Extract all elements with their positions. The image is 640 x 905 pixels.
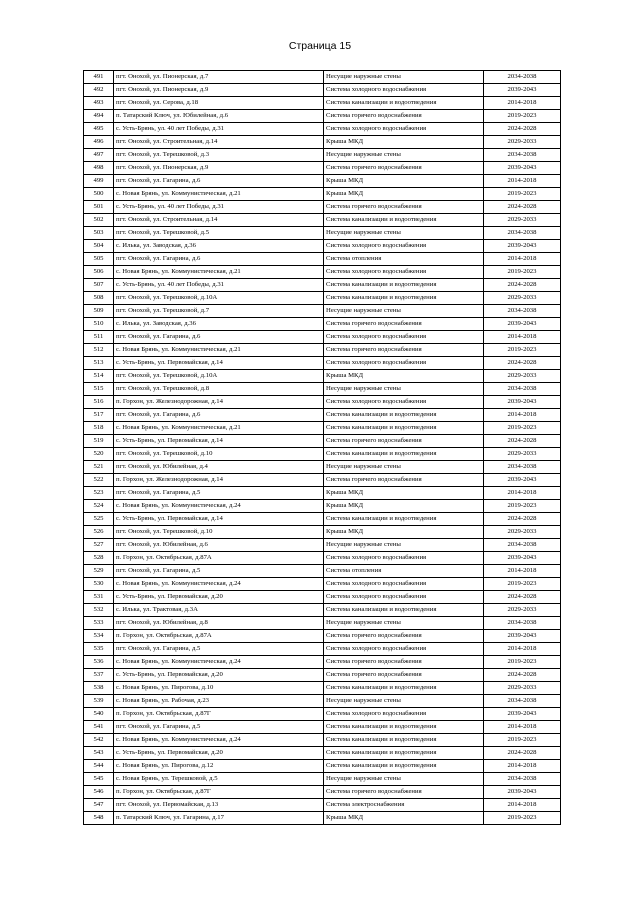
row-number: 539 bbox=[84, 695, 114, 708]
address-cell: пгт. Онохой, ул. Гагарина, д.5 bbox=[114, 643, 324, 656]
row-number: 502 bbox=[84, 214, 114, 227]
table-row bbox=[84, 591, 561, 604]
table-row bbox=[84, 513, 561, 526]
period-cell: 2024-2028 bbox=[484, 201, 561, 214]
work-type-cell: Система канализации и водоотведения bbox=[324, 513, 484, 526]
work-type-cell: Несущие наружные стены bbox=[324, 227, 484, 240]
period-cell: 2029-2033 bbox=[484, 682, 561, 695]
row-number: 503 bbox=[84, 227, 114, 240]
work-type-cell: Система канализации и водоотведения bbox=[324, 279, 484, 292]
period-cell: 2024-2028 bbox=[484, 591, 561, 604]
address-cell: пгт. Онохой, ул. Гагарина, д.5 bbox=[114, 721, 324, 734]
address-cell: с. Новая Брянь, ул. Коммунистическая, д.24 bbox=[114, 656, 324, 669]
table-row bbox=[84, 279, 561, 292]
table-row bbox=[84, 136, 561, 149]
period-cell: 2019-2023 bbox=[484, 188, 561, 201]
work-type-cell: Система холодного водоснабжения bbox=[324, 396, 484, 409]
table-row bbox=[84, 760, 561, 773]
period-cell: 2039-2043 bbox=[484, 162, 561, 175]
row-number: 505 bbox=[84, 253, 114, 266]
table-row bbox=[84, 71, 561, 84]
row-number: 537 bbox=[84, 669, 114, 682]
period-cell: 2029-2033 bbox=[484, 448, 561, 461]
work-type-cell: Несущие наружные стены bbox=[324, 617, 484, 630]
work-type-cell: Система холодного водоснабжения bbox=[324, 123, 484, 136]
table-row bbox=[84, 539, 561, 552]
work-type-cell: Система канализации и водоотведения bbox=[324, 214, 484, 227]
work-type-cell: Система горячего водоснабжения bbox=[324, 435, 484, 448]
address-cell: пгт. Онохой, ул. Гагарина, д.5 bbox=[114, 487, 324, 500]
period-cell: 2024-2028 bbox=[484, 279, 561, 292]
address-cell: пгт. Онохой, ул. Строительная, д.14 bbox=[114, 136, 324, 149]
row-number: 543 bbox=[84, 747, 114, 760]
period-cell: 2034-2038 bbox=[484, 227, 561, 240]
work-type-cell: Система горячего водоснабжения bbox=[324, 656, 484, 669]
period-cell: 2014-2018 bbox=[484, 331, 561, 344]
period-cell: 2024-2028 bbox=[484, 357, 561, 370]
repair-schedule-table bbox=[83, 70, 561, 825]
work-type-cell: Система канализации и водоотведения bbox=[324, 409, 484, 422]
work-type-cell: Система канализации и водоотведения bbox=[324, 734, 484, 747]
period-cell: 2014-2018 bbox=[484, 760, 561, 773]
period-cell: 2039-2043 bbox=[484, 318, 561, 331]
row-number: 513 bbox=[84, 357, 114, 370]
row-number: 500 bbox=[84, 188, 114, 201]
work-type-cell: Система горячего водоснабжения bbox=[324, 201, 484, 214]
period-cell: 2029-2033 bbox=[484, 526, 561, 539]
address-cell: пгт. Онохой, ул. Пионерская, д.9 bbox=[114, 84, 324, 97]
work-type-cell: Система холодного водоснабжения bbox=[324, 357, 484, 370]
table-row bbox=[84, 383, 561, 396]
table-row bbox=[84, 305, 561, 318]
address-cell: пгт. Онохой, ул. Терешковой, д.10 bbox=[114, 526, 324, 539]
table-row bbox=[84, 370, 561, 383]
table-row bbox=[84, 448, 561, 461]
work-type-cell: Несущие наружные стены bbox=[324, 773, 484, 786]
work-type-cell: Система отопления bbox=[324, 565, 484, 578]
row-number: 504 bbox=[84, 240, 114, 253]
address-cell: с. Усть-Брянь, ул. Первомайская, д.14 bbox=[114, 513, 324, 526]
table-row bbox=[84, 630, 561, 643]
row-number: 520 bbox=[84, 448, 114, 461]
table-row bbox=[84, 227, 561, 240]
period-cell: 2039-2043 bbox=[484, 474, 561, 487]
table-row bbox=[84, 409, 561, 422]
row-number: 535 bbox=[84, 643, 114, 656]
row-number: 521 bbox=[84, 461, 114, 474]
table-row bbox=[84, 97, 561, 110]
work-type-cell: Крыша МКД bbox=[324, 370, 484, 383]
address-cell: с. Новая Брянь, ул. Коммунистическая, д.24 bbox=[114, 500, 324, 513]
address-cell: пгт. Онохой, ул. Терешковой, д.10 bbox=[114, 448, 324, 461]
table-row bbox=[84, 799, 561, 812]
address-cell: пгт. Онохой, ул. Терешковой, д.5 bbox=[114, 227, 324, 240]
period-cell: 2034-2038 bbox=[484, 617, 561, 630]
period-cell: 2034-2038 bbox=[484, 383, 561, 396]
row-number: 517 bbox=[84, 409, 114, 422]
address-cell: пгт. Онохой, ул. Терешковой, д.7 bbox=[114, 305, 324, 318]
work-type-cell: Крыша МКД bbox=[324, 526, 484, 539]
address-cell: пгт. Онохой, ул. Первомайская, д.13 bbox=[114, 799, 324, 812]
period-cell: 2014-2018 bbox=[484, 175, 561, 188]
address-cell: пгт. Онохой, ул. Пионерская, д.9 bbox=[114, 162, 324, 175]
row-number: 501 bbox=[84, 201, 114, 214]
table-row bbox=[84, 266, 561, 279]
row-number: 528 bbox=[84, 552, 114, 565]
table-row bbox=[84, 747, 561, 760]
period-cell: 2034-2038 bbox=[484, 539, 561, 552]
row-number: 515 bbox=[84, 383, 114, 396]
work-type-cell: Система горячего водоснабжения bbox=[324, 669, 484, 682]
period-cell: 2034-2038 bbox=[484, 71, 561, 84]
address-cell: с. Новая Брянь, ул. Коммунистическая, д.21 bbox=[114, 422, 324, 435]
period-cell: 2029-2033 bbox=[484, 292, 561, 305]
work-type-cell: Система горячего водоснабжения bbox=[324, 630, 484, 643]
row-number: 548 bbox=[84, 812, 114, 825]
period-cell: 2039-2043 bbox=[484, 396, 561, 409]
row-number: 492 bbox=[84, 84, 114, 97]
work-type-cell: Система горячего водоснабжения bbox=[324, 344, 484, 357]
address-cell: с. Новая Брянь, ул. Коммунистическая, д.21 bbox=[114, 344, 324, 357]
table-row bbox=[84, 84, 561, 97]
address-cell: с. Усть-Брянь, ул. Первомайская, д.20 bbox=[114, 747, 324, 760]
row-number: 509 bbox=[84, 305, 114, 318]
row-number: 514 bbox=[84, 370, 114, 383]
period-cell: 2014-2018 bbox=[484, 253, 561, 266]
work-type-cell: Система холодного водоснабжения bbox=[324, 708, 484, 721]
row-number: 498 bbox=[84, 162, 114, 175]
table-row bbox=[84, 734, 561, 747]
address-cell: пгт. Онохой, ул. Гагарина, д.6 bbox=[114, 409, 324, 422]
period-cell: 2039-2043 bbox=[484, 552, 561, 565]
address-cell: с. Усть-Брянь, ул. Первомайская, д.14 bbox=[114, 357, 324, 370]
address-cell: с. Усть-Брянь, ул. Первомайская, д.20 bbox=[114, 669, 324, 682]
row-number: 540 bbox=[84, 708, 114, 721]
table-row bbox=[84, 695, 561, 708]
row-number: 533 bbox=[84, 617, 114, 630]
table-row bbox=[84, 682, 561, 695]
work-type-cell: Система горячего водоснабжения bbox=[324, 162, 484, 175]
table-row bbox=[84, 656, 561, 669]
row-number: 531 bbox=[84, 591, 114, 604]
work-type-cell: Система холодного водоснабжения bbox=[324, 240, 484, 253]
address-cell: с. Новая Брянь, ул. Коммунистическая, д.21 bbox=[114, 266, 324, 279]
table-row bbox=[84, 110, 561, 123]
period-cell: 2014-2018 bbox=[484, 799, 561, 812]
table-row bbox=[84, 422, 561, 435]
period-cell: 2024-2028 bbox=[484, 123, 561, 136]
table-row bbox=[84, 812, 561, 825]
work-type-cell: Система холодного водоснабжения bbox=[324, 552, 484, 565]
row-number: 523 bbox=[84, 487, 114, 500]
table-row bbox=[84, 526, 561, 539]
table-row bbox=[84, 253, 561, 266]
address-cell: пгт. Онохой, ул. Терешковой, д.8 bbox=[114, 383, 324, 396]
work-type-cell: Система холодного водоснабжения bbox=[324, 84, 484, 97]
address-cell: п. Татарский Ключ, ул. Юбилейная, д.6 bbox=[114, 110, 324, 123]
table-row bbox=[84, 292, 561, 305]
work-type-cell: Система канализации и водоотведения bbox=[324, 747, 484, 760]
period-cell: 2019-2023 bbox=[484, 578, 561, 591]
work-type-cell: Несущие наружные стены bbox=[324, 149, 484, 162]
address-cell: пгт. Онохой, ул. Гагарина, д.6 bbox=[114, 175, 324, 188]
row-number: 510 bbox=[84, 318, 114, 331]
work-type-cell: Система отопления bbox=[324, 253, 484, 266]
work-type-cell: Система холодного водоснабжения bbox=[324, 591, 484, 604]
period-cell: 2024-2028 bbox=[484, 669, 561, 682]
address-cell: п. Горхон, ул. Железнодорожная, д.14 bbox=[114, 396, 324, 409]
work-type-cell: Система холодного водоснабжения bbox=[324, 331, 484, 344]
period-cell: 2014-2018 bbox=[484, 487, 561, 500]
period-cell: 2039-2043 bbox=[484, 786, 561, 799]
address-cell: с. Усть-Брянь, ул. 40 лет Победы, д.31 bbox=[114, 201, 324, 214]
row-number: 544 bbox=[84, 760, 114, 773]
row-number: 527 bbox=[84, 539, 114, 552]
row-number: 530 bbox=[84, 578, 114, 591]
table-row bbox=[84, 474, 561, 487]
period-cell: 2034-2038 bbox=[484, 461, 561, 474]
address-cell: с. Новая Брянь, ул. Пирогова, д.10 bbox=[114, 682, 324, 695]
table-row bbox=[84, 396, 561, 409]
row-number: 525 bbox=[84, 513, 114, 526]
period-cell: 2014-2018 bbox=[484, 565, 561, 578]
row-number: 511 bbox=[84, 331, 114, 344]
address-cell: пгт. Онохой, ул. Юбилейная, д.6 bbox=[114, 539, 324, 552]
work-type-cell: Система канализации и водоотведения bbox=[324, 422, 484, 435]
address-cell: с. Усть-Брянь, ул. 40 лет Победы, д.31 bbox=[114, 279, 324, 292]
table-row bbox=[84, 565, 561, 578]
period-cell: 2029-2033 bbox=[484, 604, 561, 617]
work-type-cell: Система канализации и водоотведения bbox=[324, 682, 484, 695]
address-cell: пгт. Онохой, ул. Пионерская, д.7 bbox=[114, 71, 324, 84]
table-row bbox=[84, 604, 561, 617]
work-type-cell: Система канализации и водоотведения bbox=[324, 604, 484, 617]
row-number: 547 bbox=[84, 799, 114, 812]
period-cell: 2019-2023 bbox=[484, 422, 561, 435]
address-cell: с. Усть-Брянь, ул. 40 лет Победы, д.31 bbox=[114, 123, 324, 136]
period-cell: 2029-2033 bbox=[484, 136, 561, 149]
row-number: 494 bbox=[84, 110, 114, 123]
table-row bbox=[84, 708, 561, 721]
address-cell: пгт. Онохой, ул. Терешковой, д.10А bbox=[114, 370, 324, 383]
period-cell: 2034-2038 bbox=[484, 305, 561, 318]
period-cell: 2039-2043 bbox=[484, 240, 561, 253]
period-cell: 2039-2043 bbox=[484, 708, 561, 721]
period-cell: 2019-2023 bbox=[484, 500, 561, 513]
table-row bbox=[84, 643, 561, 656]
table-body bbox=[84, 71, 561, 825]
period-cell: 2014-2018 bbox=[484, 97, 561, 110]
address-cell: п. Горхон, ул. Октябрьская, д.87А bbox=[114, 552, 324, 565]
period-cell: 2019-2023 bbox=[484, 812, 561, 825]
address-cell: пгт. Онохой, ул. Юбилейная, д.8 bbox=[114, 617, 324, 630]
work-type-cell: Система горячего водоснабжения bbox=[324, 474, 484, 487]
row-number: 529 bbox=[84, 565, 114, 578]
work-type-cell: Крыша МКД bbox=[324, 812, 484, 825]
row-number: 516 bbox=[84, 396, 114, 409]
period-cell: 2024-2028 bbox=[484, 435, 561, 448]
work-type-cell: Система канализации и водоотведения bbox=[324, 721, 484, 734]
row-number: 522 bbox=[84, 474, 114, 487]
table-row bbox=[84, 721, 561, 734]
work-type-cell: Система горячего водоснабжения bbox=[324, 786, 484, 799]
address-cell: пгт. Онохой, ул. Терешковой, д.3 bbox=[114, 149, 324, 162]
table-row bbox=[84, 487, 561, 500]
address-cell: пгт. Онохой, ул. Строительная, д.14 bbox=[114, 214, 324, 227]
table-row bbox=[84, 344, 561, 357]
address-cell: п. Горхон, ул. Октябрьская, д.87Г bbox=[114, 786, 324, 799]
table-row bbox=[84, 617, 561, 630]
page-label: Страница 15 bbox=[288, 40, 352, 52]
address-cell: пгт. Онохой, ул. Гагарина, д.5 bbox=[114, 565, 324, 578]
address-cell: с. Новая Брянь, ул. Терешковой, д.5 bbox=[114, 773, 324, 786]
table-row bbox=[84, 578, 561, 591]
work-type-cell: Система холодного водоснабжения bbox=[324, 578, 484, 591]
table-row bbox=[84, 318, 561, 331]
period-cell: 2039-2043 bbox=[484, 630, 561, 643]
row-number: 499 bbox=[84, 175, 114, 188]
work-type-cell: Несущие наружные стены bbox=[324, 305, 484, 318]
row-number: 524 bbox=[84, 500, 114, 513]
row-number: 496 bbox=[84, 136, 114, 149]
period-cell: 2034-2038 bbox=[484, 149, 561, 162]
work-type-cell: Несущие наружные стены bbox=[324, 71, 484, 84]
address-cell: п. Горхон, ул. Железнодорожная, д.14 bbox=[114, 474, 324, 487]
table-row bbox=[84, 188, 561, 201]
period-cell: 2029-2033 bbox=[484, 370, 561, 383]
period-cell: 2019-2023 bbox=[484, 656, 561, 669]
table-row bbox=[84, 552, 561, 565]
work-type-cell: Крыша МКД bbox=[324, 175, 484, 188]
table-row bbox=[84, 162, 561, 175]
address-cell: п. Татарский Ключ, ул. Гагарина, д.17 bbox=[114, 812, 324, 825]
address-cell: с. Илька, ул. Трактовая, д.3А bbox=[114, 604, 324, 617]
table-row bbox=[84, 435, 561, 448]
address-cell: с. Илька, ул. Заводская, д.36 bbox=[114, 240, 324, 253]
address-cell: пгт. Онохой, ул. Терешковой, д.10А bbox=[114, 292, 324, 305]
work-type-cell: Крыша МКД bbox=[324, 136, 484, 149]
address-cell: с. Новая Брянь, ул. Коммунистическая, д.21 bbox=[114, 188, 324, 201]
work-type-cell: Система канализации и водоотведения bbox=[324, 292, 484, 305]
work-type-cell: Система канализации и водоотведения bbox=[324, 448, 484, 461]
address-cell: с. Новая Брянь, ул. Рабочая, д.23 bbox=[114, 695, 324, 708]
row-number: 538 bbox=[84, 682, 114, 695]
table-row bbox=[84, 240, 561, 253]
period-cell: 2034-2038 bbox=[484, 773, 561, 786]
address-cell: п. Горхон, ул. Октябрьская, д.87Г bbox=[114, 708, 324, 721]
table-row bbox=[84, 175, 561, 188]
work-type-cell: Несущие наружные стены bbox=[324, 383, 484, 396]
table-row bbox=[84, 201, 561, 214]
table-row bbox=[84, 123, 561, 136]
period-cell: 2029-2033 bbox=[484, 214, 561, 227]
table-row bbox=[84, 669, 561, 682]
address-cell: пгт. Онохой, ул. Серова, д.18 bbox=[114, 97, 324, 110]
row-number: 495 bbox=[84, 123, 114, 136]
work-type-cell: Система канализации и водоотведения bbox=[324, 97, 484, 110]
work-type-cell: Система горячего водоснабжения bbox=[324, 110, 484, 123]
address-cell: с. Новая Брянь, ул. Пирогова, д.12 bbox=[114, 760, 324, 773]
row-number: 546 bbox=[84, 786, 114, 799]
work-type-cell: Несущие наружные стены bbox=[324, 461, 484, 474]
work-type-cell: Система горячего водоснабжения bbox=[324, 318, 484, 331]
period-cell: 2014-2018 bbox=[484, 643, 561, 656]
table-row bbox=[84, 773, 561, 786]
table-row bbox=[84, 786, 561, 799]
row-number: 545 bbox=[84, 773, 114, 786]
row-number: 497 bbox=[84, 149, 114, 162]
table-row bbox=[84, 461, 561, 474]
row-number: 491 bbox=[84, 71, 114, 84]
table-row bbox=[84, 357, 561, 370]
period-cell: 2039-2043 bbox=[484, 84, 561, 97]
row-number: 519 bbox=[84, 435, 114, 448]
period-cell: 2019-2023 bbox=[484, 110, 561, 123]
row-number: 536 bbox=[84, 656, 114, 669]
table-row bbox=[84, 214, 561, 227]
row-number: 542 bbox=[84, 734, 114, 747]
row-number: 526 bbox=[84, 526, 114, 539]
period-cell: 2014-2018 bbox=[484, 721, 561, 734]
table-row bbox=[84, 331, 561, 344]
period-cell: 2019-2023 bbox=[484, 266, 561, 279]
row-number: 512 bbox=[84, 344, 114, 357]
work-type-cell: Система холодного водоснабжения bbox=[324, 643, 484, 656]
row-number: 534 bbox=[84, 630, 114, 643]
work-type-cell: Система канализации и водоотведения bbox=[324, 760, 484, 773]
work-type-cell: Система электроснабжения bbox=[324, 799, 484, 812]
address-cell: с. Усть-Брянь, ул. Первомайская, д.20 bbox=[114, 591, 324, 604]
period-cell: 2034-2038 bbox=[484, 695, 561, 708]
work-type-cell: Крыша МКД bbox=[324, 500, 484, 513]
row-number: 507 bbox=[84, 279, 114, 292]
address-cell: с. Илька, ул. Заводская, д.36 bbox=[114, 318, 324, 331]
address-cell: пгт. Онохой, ул. Гагарина, д.6 bbox=[114, 253, 324, 266]
row-number: 493 bbox=[84, 97, 114, 110]
work-type-cell: Система холодного водоснабжения bbox=[324, 266, 484, 279]
row-number: 532 bbox=[84, 604, 114, 617]
address-cell: с. Усть-Брянь, ул. Первомайская, д.14 bbox=[114, 435, 324, 448]
address-cell: с. Новая Брянь, ул. Коммунистическая, д.24 bbox=[114, 734, 324, 747]
table-row bbox=[84, 500, 561, 513]
period-cell: 2014-2018 bbox=[484, 409, 561, 422]
period-cell: 2024-2028 bbox=[484, 747, 561, 760]
address-cell: пгт. Онохой, ул. Юбилейная, д.4 bbox=[114, 461, 324, 474]
address-cell: с. Новая Брянь, ул. Коммунистическая, д.24 bbox=[114, 578, 324, 591]
address-cell: п. Горхон, ул. Октябрьская, д.87А bbox=[114, 630, 324, 643]
address-cell: пгт. Онохой, ул. Гагарина, д.6 bbox=[114, 331, 324, 344]
period-cell: 2019-2023 bbox=[484, 344, 561, 357]
work-type-cell: Крыша МКД bbox=[324, 188, 484, 201]
work-type-cell: Несущие наружные стены bbox=[324, 539, 484, 552]
table-row bbox=[84, 149, 561, 162]
work-type-cell: Крыша МКД bbox=[324, 487, 484, 500]
row-number: 508 bbox=[84, 292, 114, 305]
row-number: 518 bbox=[84, 422, 114, 435]
work-type-cell: Несущие наружные стены bbox=[324, 695, 484, 708]
row-number: 506 bbox=[84, 266, 114, 279]
period-cell: 2019-2023 bbox=[484, 734, 561, 747]
row-number: 541 bbox=[84, 721, 114, 734]
period-cell: 2024-2028 bbox=[484, 513, 561, 526]
